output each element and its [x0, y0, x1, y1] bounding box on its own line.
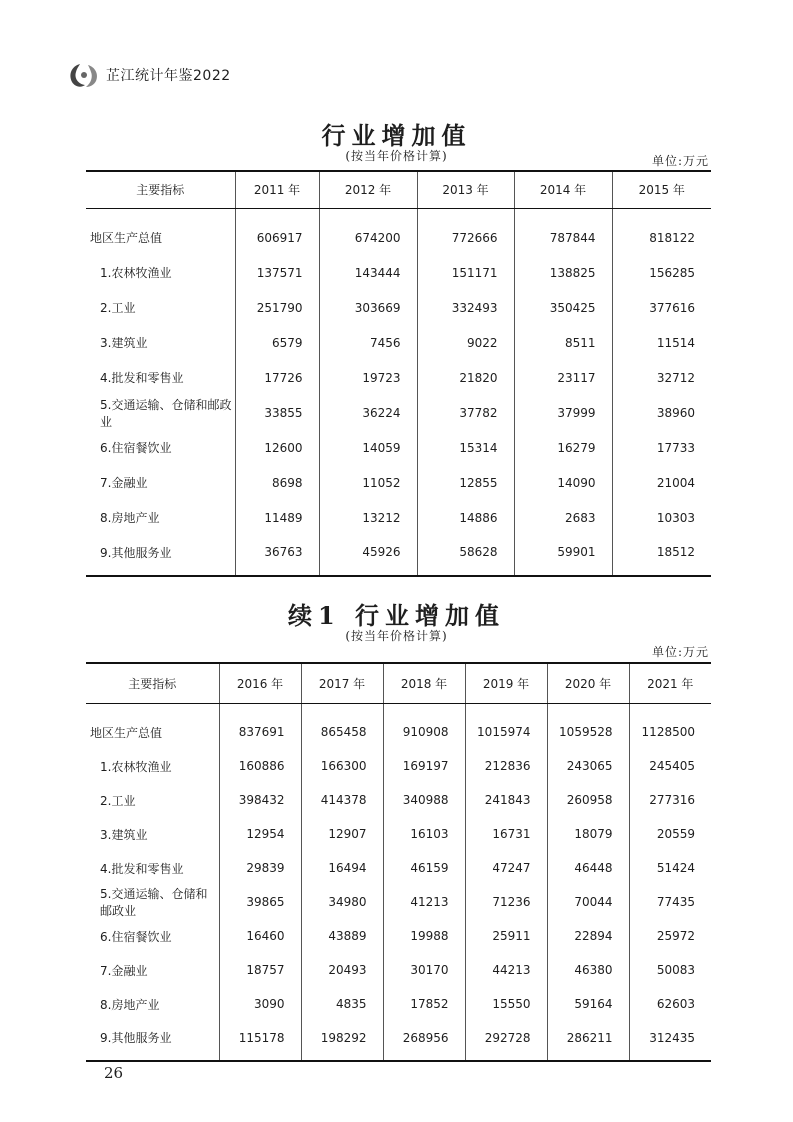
table1	[86, 170, 711, 577]
table1-row	[86, 325, 711, 360]
row-label: 2.工业	[100, 793, 136, 808]
cell-value: 166300	[301, 749, 383, 783]
cell-value: 17726	[235, 360, 319, 395]
cell-value: 20493	[301, 953, 383, 987]
cell-value: 837691	[219, 703, 301, 749]
cell-value: 340988	[383, 783, 465, 817]
table2-col-header: 2021 年	[629, 663, 711, 703]
table2-col-header: 2020 年	[547, 663, 629, 703]
cell-value: 2683	[514, 500, 612, 535]
cell-value: 12954	[219, 817, 301, 851]
cell-value: 39865	[219, 885, 301, 919]
cell-value: 45926	[319, 535, 417, 576]
cell-value: 3090	[219, 987, 301, 1021]
cell-value: 37782	[417, 395, 514, 430]
cell-value: 32712	[612, 360, 711, 395]
cell-value: 8511	[514, 325, 612, 360]
page-number: 26	[104, 1064, 124, 1082]
cell-value: 292728	[465, 1021, 547, 1061]
cell-value: 17733	[612, 430, 711, 465]
cell-value: 13212	[319, 500, 417, 535]
cell-value: 11489	[235, 500, 319, 535]
running-header	[66, 60, 231, 90]
cell-value: 22894	[547, 919, 629, 953]
cell-value: 58628	[417, 535, 514, 576]
cell-value: 787844	[514, 208, 612, 255]
cell-value: 251790	[235, 290, 319, 325]
cell-value: 70044	[547, 885, 629, 919]
table1-header-row	[86, 171, 711, 208]
cell-value: 19723	[319, 360, 417, 395]
cell-value: 350425	[514, 290, 612, 325]
row-label: 8.房地产业	[100, 997, 160, 1012]
row-label: 9.其他服务业	[86, 1021, 219, 1061]
row-label: 4.批发和零售业	[100, 861, 184, 876]
cell-value: 21004	[612, 465, 711, 500]
table2-col-header: 2019 年	[465, 663, 547, 703]
row-label: 地区生产总值	[90, 725, 163, 740]
cell-value: 398432	[219, 783, 301, 817]
table1-row	[86, 208, 711, 255]
cell-value: 25972	[629, 919, 711, 953]
table1-row	[86, 360, 711, 395]
cell-value: 18079	[547, 817, 629, 851]
table2-row	[86, 919, 711, 953]
cell-value: 332493	[417, 290, 514, 325]
cell-value: 50083	[629, 953, 711, 987]
cell-value: 33855	[235, 395, 319, 430]
cell-value: 151171	[417, 255, 514, 290]
row-label: 3.建筑业	[100, 827, 148, 842]
cell-value: 198292	[301, 1021, 383, 1061]
cell-value: 15314	[417, 430, 514, 465]
cell-value: 414378	[301, 783, 383, 817]
cell-value: 143444	[319, 255, 417, 290]
cell-value: 11514	[612, 325, 711, 360]
cell-value: 43889	[301, 919, 383, 953]
table1-subtitle: (按当年价格计算)	[345, 149, 448, 163]
cell-value: 377616	[612, 290, 711, 325]
cell-value: 16279	[514, 430, 612, 465]
table2-row	[86, 783, 711, 817]
cell-value: 6579	[235, 325, 319, 360]
cell-value: 10303	[612, 500, 711, 535]
cell-value: 14886	[417, 500, 514, 535]
cell-value: 12855	[417, 465, 514, 500]
row-label: 9.其他服务业	[86, 535, 235, 576]
cell-value: 44213	[465, 953, 547, 987]
cell-value: 674200	[319, 208, 417, 255]
cell-value: 1059528	[547, 703, 629, 749]
table1-row	[86, 255, 711, 290]
cell-value: 18512	[612, 535, 711, 576]
cell-value: 12600	[235, 430, 319, 465]
cell-value: 51424	[629, 851, 711, 885]
row-label: 5.交通运输、仓储和邮政业	[100, 397, 232, 429]
cell-value: 62603	[629, 987, 711, 1021]
cell-value: 34980	[301, 885, 383, 919]
cell-value: 30170	[383, 953, 465, 987]
cell-value: 14059	[319, 430, 417, 465]
table2-subtitle: (按当年价格计算)	[345, 629, 448, 643]
cell-value: 160886	[219, 749, 301, 783]
cell-value: 14090	[514, 465, 612, 500]
row-label: 6.住宿餐饮业	[100, 441, 172, 455]
table1-col-header: 2012 年	[319, 171, 417, 208]
cell-value: 23117	[514, 360, 612, 395]
table2-row	[86, 953, 711, 987]
table1-col-header: 2011 年	[235, 171, 319, 208]
table2-row	[86, 1021, 711, 1061]
cell-value: 865458	[301, 703, 383, 749]
table1-row	[86, 500, 711, 535]
cell-value: 11052	[319, 465, 417, 500]
cell-value: 17852	[383, 987, 465, 1021]
table2-col-header: 2016 年	[219, 663, 301, 703]
cell-value: 260958	[547, 783, 629, 817]
table2-col-header: 主要指标	[86, 663, 219, 703]
row-label: 4.批发和零售业	[100, 371, 184, 385]
cell-value: 38960	[612, 395, 711, 430]
table2-row	[86, 817, 711, 851]
table2-row	[86, 749, 711, 783]
row-label: 地区生产总值	[90, 231, 163, 246]
cell-value: 46448	[547, 851, 629, 885]
row-label: 8.房地产业	[100, 511, 160, 525]
cell-value: 29839	[219, 851, 301, 885]
cell-value: 286211	[547, 1021, 629, 1061]
book-title: 芷江统计年鉴2022	[106, 68, 231, 84]
cell-value: 21820	[417, 360, 514, 395]
cell-value: 115178	[219, 1021, 301, 1061]
cell-value: 243065	[547, 749, 629, 783]
cell-value: 7456	[319, 325, 417, 360]
cell-value: 8698	[235, 465, 319, 500]
cell-value: 37999	[514, 395, 612, 430]
table2-unit: 单位:万元	[651, 645, 709, 659]
cell-value: 910908	[383, 703, 465, 749]
cell-value: 4835	[301, 987, 383, 1021]
table1-row	[86, 535, 711, 576]
cell-value: 16494	[301, 851, 383, 885]
cell-value: 241843	[465, 783, 547, 817]
cell-value: 15550	[465, 987, 547, 1021]
cell-value: 772666	[417, 208, 514, 255]
cell-value: 303669	[319, 290, 417, 325]
table2	[86, 662, 711, 1062]
cell-value: 138825	[514, 255, 612, 290]
row-label: 6.住宿餐饮业	[100, 929, 172, 944]
table1-row	[86, 395, 711, 430]
table1-col-header: 2014 年	[514, 171, 612, 208]
table2-col-header: 2017 年	[301, 663, 383, 703]
table1-title: 行业增加值	[321, 121, 472, 150]
table2-row	[86, 851, 711, 885]
table2-row	[86, 703, 711, 749]
table1-row	[86, 465, 711, 500]
row-label: 3.建筑业	[100, 336, 148, 350]
cell-value: 268956	[383, 1021, 465, 1061]
cell-value: 19988	[383, 919, 465, 953]
cell-value: 46159	[383, 851, 465, 885]
table2-row	[86, 987, 711, 1021]
cell-value: 36224	[319, 395, 417, 430]
cell-value: 41213	[383, 885, 465, 919]
table1-col-header: 2015 年	[612, 171, 711, 208]
cell-value: 18757	[219, 953, 301, 987]
cell-value: 1128500	[629, 703, 711, 749]
cell-value: 59164	[547, 987, 629, 1021]
cell-value: 312435	[629, 1021, 711, 1061]
cell-value: 46380	[547, 953, 629, 987]
cell-value: 16731	[465, 817, 547, 851]
row-label: 7.金融业	[100, 963, 148, 978]
cell-value: 36763	[235, 535, 319, 576]
cell-value: 137571	[235, 255, 319, 290]
table1-row	[86, 430, 711, 465]
cell-value: 71236	[465, 885, 547, 919]
row-label: 5.交通运输、仓储和邮政业	[100, 887, 208, 918]
yearbook-logo-icon	[66, 60, 102, 90]
cell-value: 212836	[465, 749, 547, 783]
cell-value: 169197	[383, 749, 465, 783]
table1-col-header: 2013 年	[417, 171, 514, 208]
table2-header-row	[86, 663, 711, 703]
cell-value: 277316	[629, 783, 711, 817]
cell-value: 1015974	[465, 703, 547, 749]
cell-value: 59901	[514, 535, 612, 576]
table2-title: 续1 行业增加值	[287, 601, 506, 630]
table2-row	[86, 885, 711, 919]
cell-value: 16460	[219, 919, 301, 953]
cell-value: 20559	[629, 817, 711, 851]
table1-col-header: 主要指标	[86, 171, 235, 208]
row-label: 1.农林牧渔业	[100, 266, 172, 280]
cell-value: 47247	[465, 851, 547, 885]
cell-value: 16103	[383, 817, 465, 851]
table1-row	[86, 290, 711, 325]
cell-value: 77435	[629, 885, 711, 919]
cell-value: 12907	[301, 817, 383, 851]
cell-value: 156285	[612, 255, 711, 290]
row-label: 1.农林牧渔业	[100, 759, 172, 774]
table2-col-header: 2018 年	[383, 663, 465, 703]
cell-value: 9022	[417, 325, 514, 360]
row-label: 7.金融业	[100, 476, 148, 490]
cell-value: 818122	[612, 208, 711, 255]
cell-value: 25911	[465, 919, 547, 953]
row-label: 2.工业	[100, 301, 136, 315]
cell-value: 245405	[629, 749, 711, 783]
table1-unit: 单位:万元	[651, 154, 709, 168]
cell-value: 606917	[235, 208, 319, 255]
